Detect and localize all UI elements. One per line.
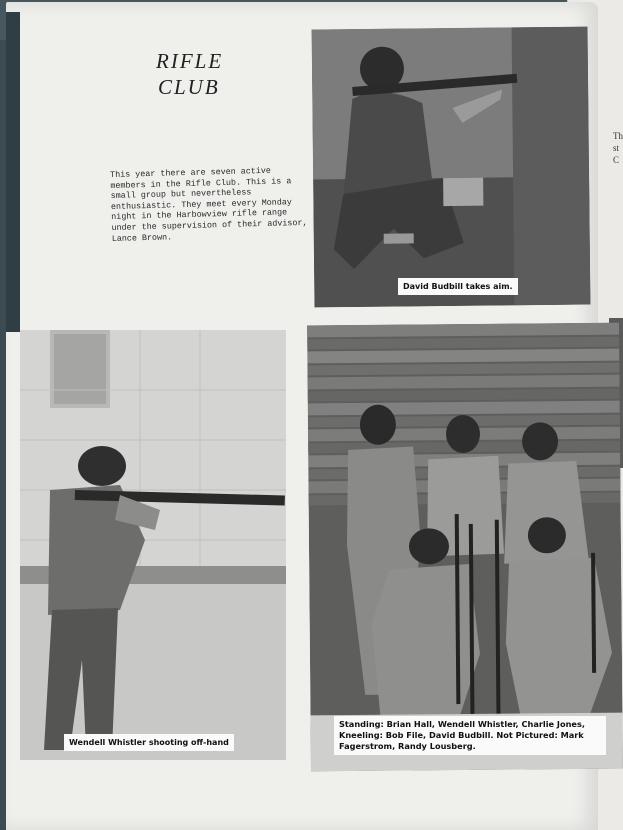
photo-club-group-image (307, 323, 623, 772)
photo-kneeling-shooter-image (312, 27, 591, 308)
photo-club-group (307, 323, 623, 772)
caption-club-group: Standing: Brian Hall, Wendell Whistler, Charlie Jones, Kneeling: Bob File, David Budbill. Not Pictured: Mark Fagerstrom, Randy Lousberg. (334, 716, 606, 755)
title-line-1: RIFLE (156, 49, 224, 73)
intro-paragraph: This year there are seven active members in the Rifle Club. This is a small group but nevertheless enthusiastic. They meet every Monday night in the Harbowview rifle range under the supervision of their advisor, Lance Brown. (110, 165, 308, 244)
caption-kneeling-shooter: David Budbill takes aim. (398, 278, 518, 295)
binding-spine (6, 12, 20, 332)
page-title (156, 48, 266, 100)
yearbook-page (6, 2, 598, 830)
photo-standing-shooter-image (20, 330, 286, 760)
photo-kneeling-shooter (312, 27, 591, 308)
caption-standing-shooter: Wendell Whistler shooting off-hand (64, 734, 234, 751)
photo-standing-shooter (20, 330, 286, 760)
adjacent-page-text: Th st C (613, 131, 623, 165)
title-line-2: CLUB (158, 75, 220, 99)
